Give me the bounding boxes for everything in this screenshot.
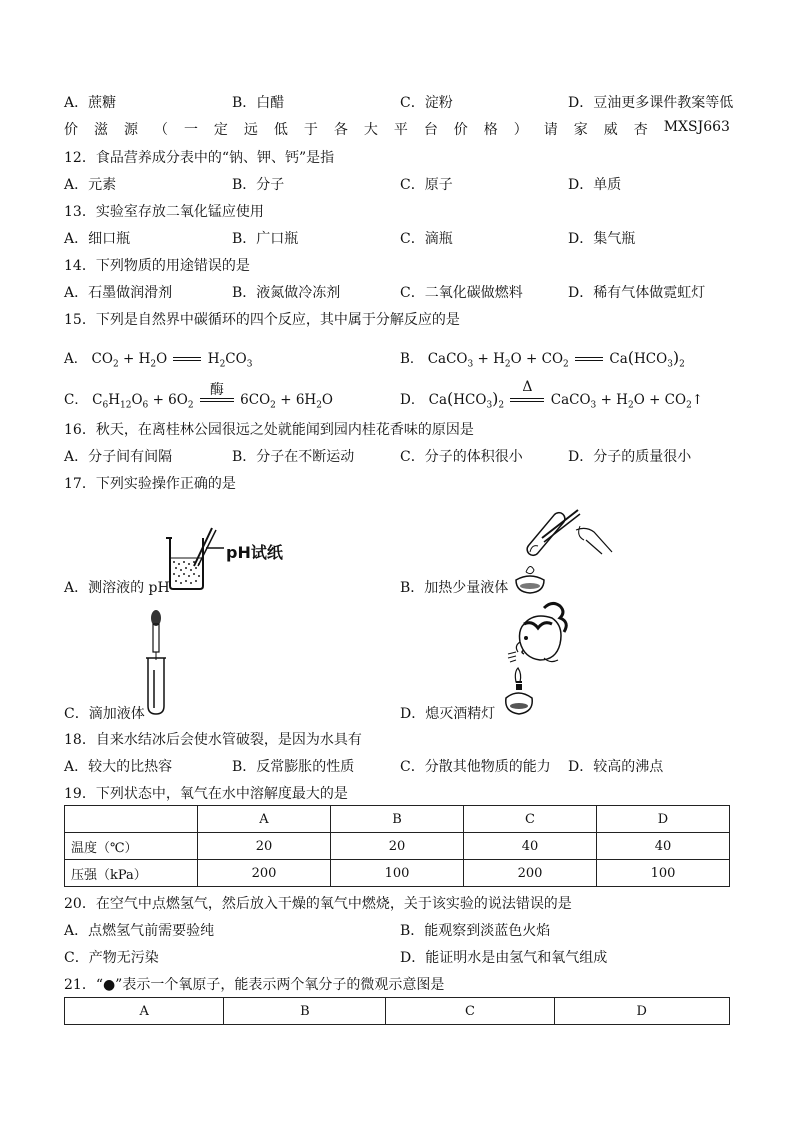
q14-option-a: A．石墨做润滑剂 [64,285,173,301]
dropper-test-tube-figure [142,608,170,718]
q16-option-b: B．分子在不断运动 [232,449,355,465]
q12-option-a: A．元素 [64,177,117,193]
q17-stem: 17．下列实验操作正确的是 [64,476,236,492]
q20-option-c: C．产物无污染 [64,950,159,966]
q18-option-d: D．较高的沸点 [568,759,664,775]
q18-option-c: C．分散其他物质的能力 [400,759,551,775]
heating-test-tube-figure [506,500,618,596]
ph-paper-label: pH试纸 [226,543,283,562]
q13-stem: 13．实验室存放二氧化锰应使用 [64,204,264,220]
q19-stem: 19．下列状态中，氧气在水中溶解度最大的是 [64,786,348,802]
q11-option-d: D．豆油更多课件教案等低 [568,95,734,111]
q16-option-c: C．分子的体积很小 [400,449,523,465]
promo-line: 价 滋 源 （ 一 定 远 低 于 各 大 平 台 价 格 ） 请 家 威 杏 MXSJ663 [64,119,730,138]
q18-option-b: B．反常膨胀的性质 [232,759,355,775]
q12-option-d: D．单质 [568,177,622,193]
q20-option-b: B．能观察到淡蓝色火焰 [400,923,551,939]
q13-option-a: A．细口瓶 [64,231,131,247]
table-header-row: A B C D [65,998,730,1025]
solubility-table [64,805,730,887]
q15-option-b: B． CaCO$_3$ + $H_2O + CO_2$ $Ca(HCO_3)_2$ [400,348,685,370]
q15-option-c: C． $C_6H_{12}O_6 + 6O_2$ 酶 $6CO_2 + 6H_2O$ [64,388,333,411]
q20-stem: 20．在空气中点燃氢气，然后放入干燥的氧气中燃烧，关于该实验的说法错误的是 [64,896,572,912]
q13-option-b: B．广口瓶 [232,231,299,247]
q12-option-b: B．分子 [232,177,285,193]
q12-stem: 12．食品营养成分表中的“钠、钾、钙”是指 [64,150,335,166]
q14-option-d: D．稀有气体做霓虹灯 [568,285,706,301]
q17-option-b: B．加热少量液体 [400,580,509,596]
promo-code: MXSJ663 [663,119,730,135]
q14-option-c: C．二氧化碳做燃料 [400,285,523,301]
table-row-pressure: 压强（kPa） 200 100 200 100 [65,860,730,887]
q18-option-a: A．较大的比热容 [64,759,173,775]
q14-stem: 14．下列物质的用途错误的是 [64,258,250,274]
q17-option-a: A．测溶液的 pH [64,580,170,596]
q13-option-c: C．滴瓶 [400,231,453,247]
q20-option-a: A．点燃氢气前需要验纯 [64,923,215,939]
table-row-temperature: 温度（℃） 20 20 40 40 [65,833,730,860]
q17-option-d: D．熄灭酒精灯 [400,706,496,722]
enzyme-condition: 酶 [209,381,224,398]
q21-options-table [64,997,730,1025]
q11-option-a: A．蔗糖 [64,95,117,111]
q20-option-d: D．能证明水是由氢气和氧气组成 [400,950,608,966]
q14-option-b: B．液氮做冷冻剂 [232,285,341,301]
q16-option-a: A．分子间有间隔 [64,449,173,465]
q12-option-c: C．原子 [400,177,453,193]
q17-option-c: C．滴加液体 [64,706,145,722]
q15-option-a: A． $CO_2 + H_2O$ $H_2CO_3$ [64,351,253,370]
q15-stem: 15．下列是自然界中碳循环的四个反应，其中属于分解反应的是 [64,312,460,328]
q16-option-d: D．分子的质量很小 [568,449,692,465]
table-header-row: A B C D [65,806,730,833]
q11-option-b: B．白醋 [232,95,285,111]
q18-stem: 18．自来水结冰后会使水管破裂，是因为水具有 [64,732,362,748]
blowing-alcohol-lamp-figure [504,598,580,720]
q13-option-d: D．集气瓶 [568,231,636,247]
q16-stem: 16．秋天，在离桂林公园很远之处就能闻到园内桂花香味的原因是 [64,422,474,438]
q21-stem: 21．“●”表示一个氧原子，能表示两个氧分子的微观示意图是 [64,977,445,993]
q15-option-d: D． $Ca(HCO_3)_2$ Δ CaCO$_3$ + $H_2O$ + $CO_2↑$ [400,378,704,411]
q11-option-c: C．淀粉 [400,95,453,111]
heat-condition: Δ [522,378,533,395]
